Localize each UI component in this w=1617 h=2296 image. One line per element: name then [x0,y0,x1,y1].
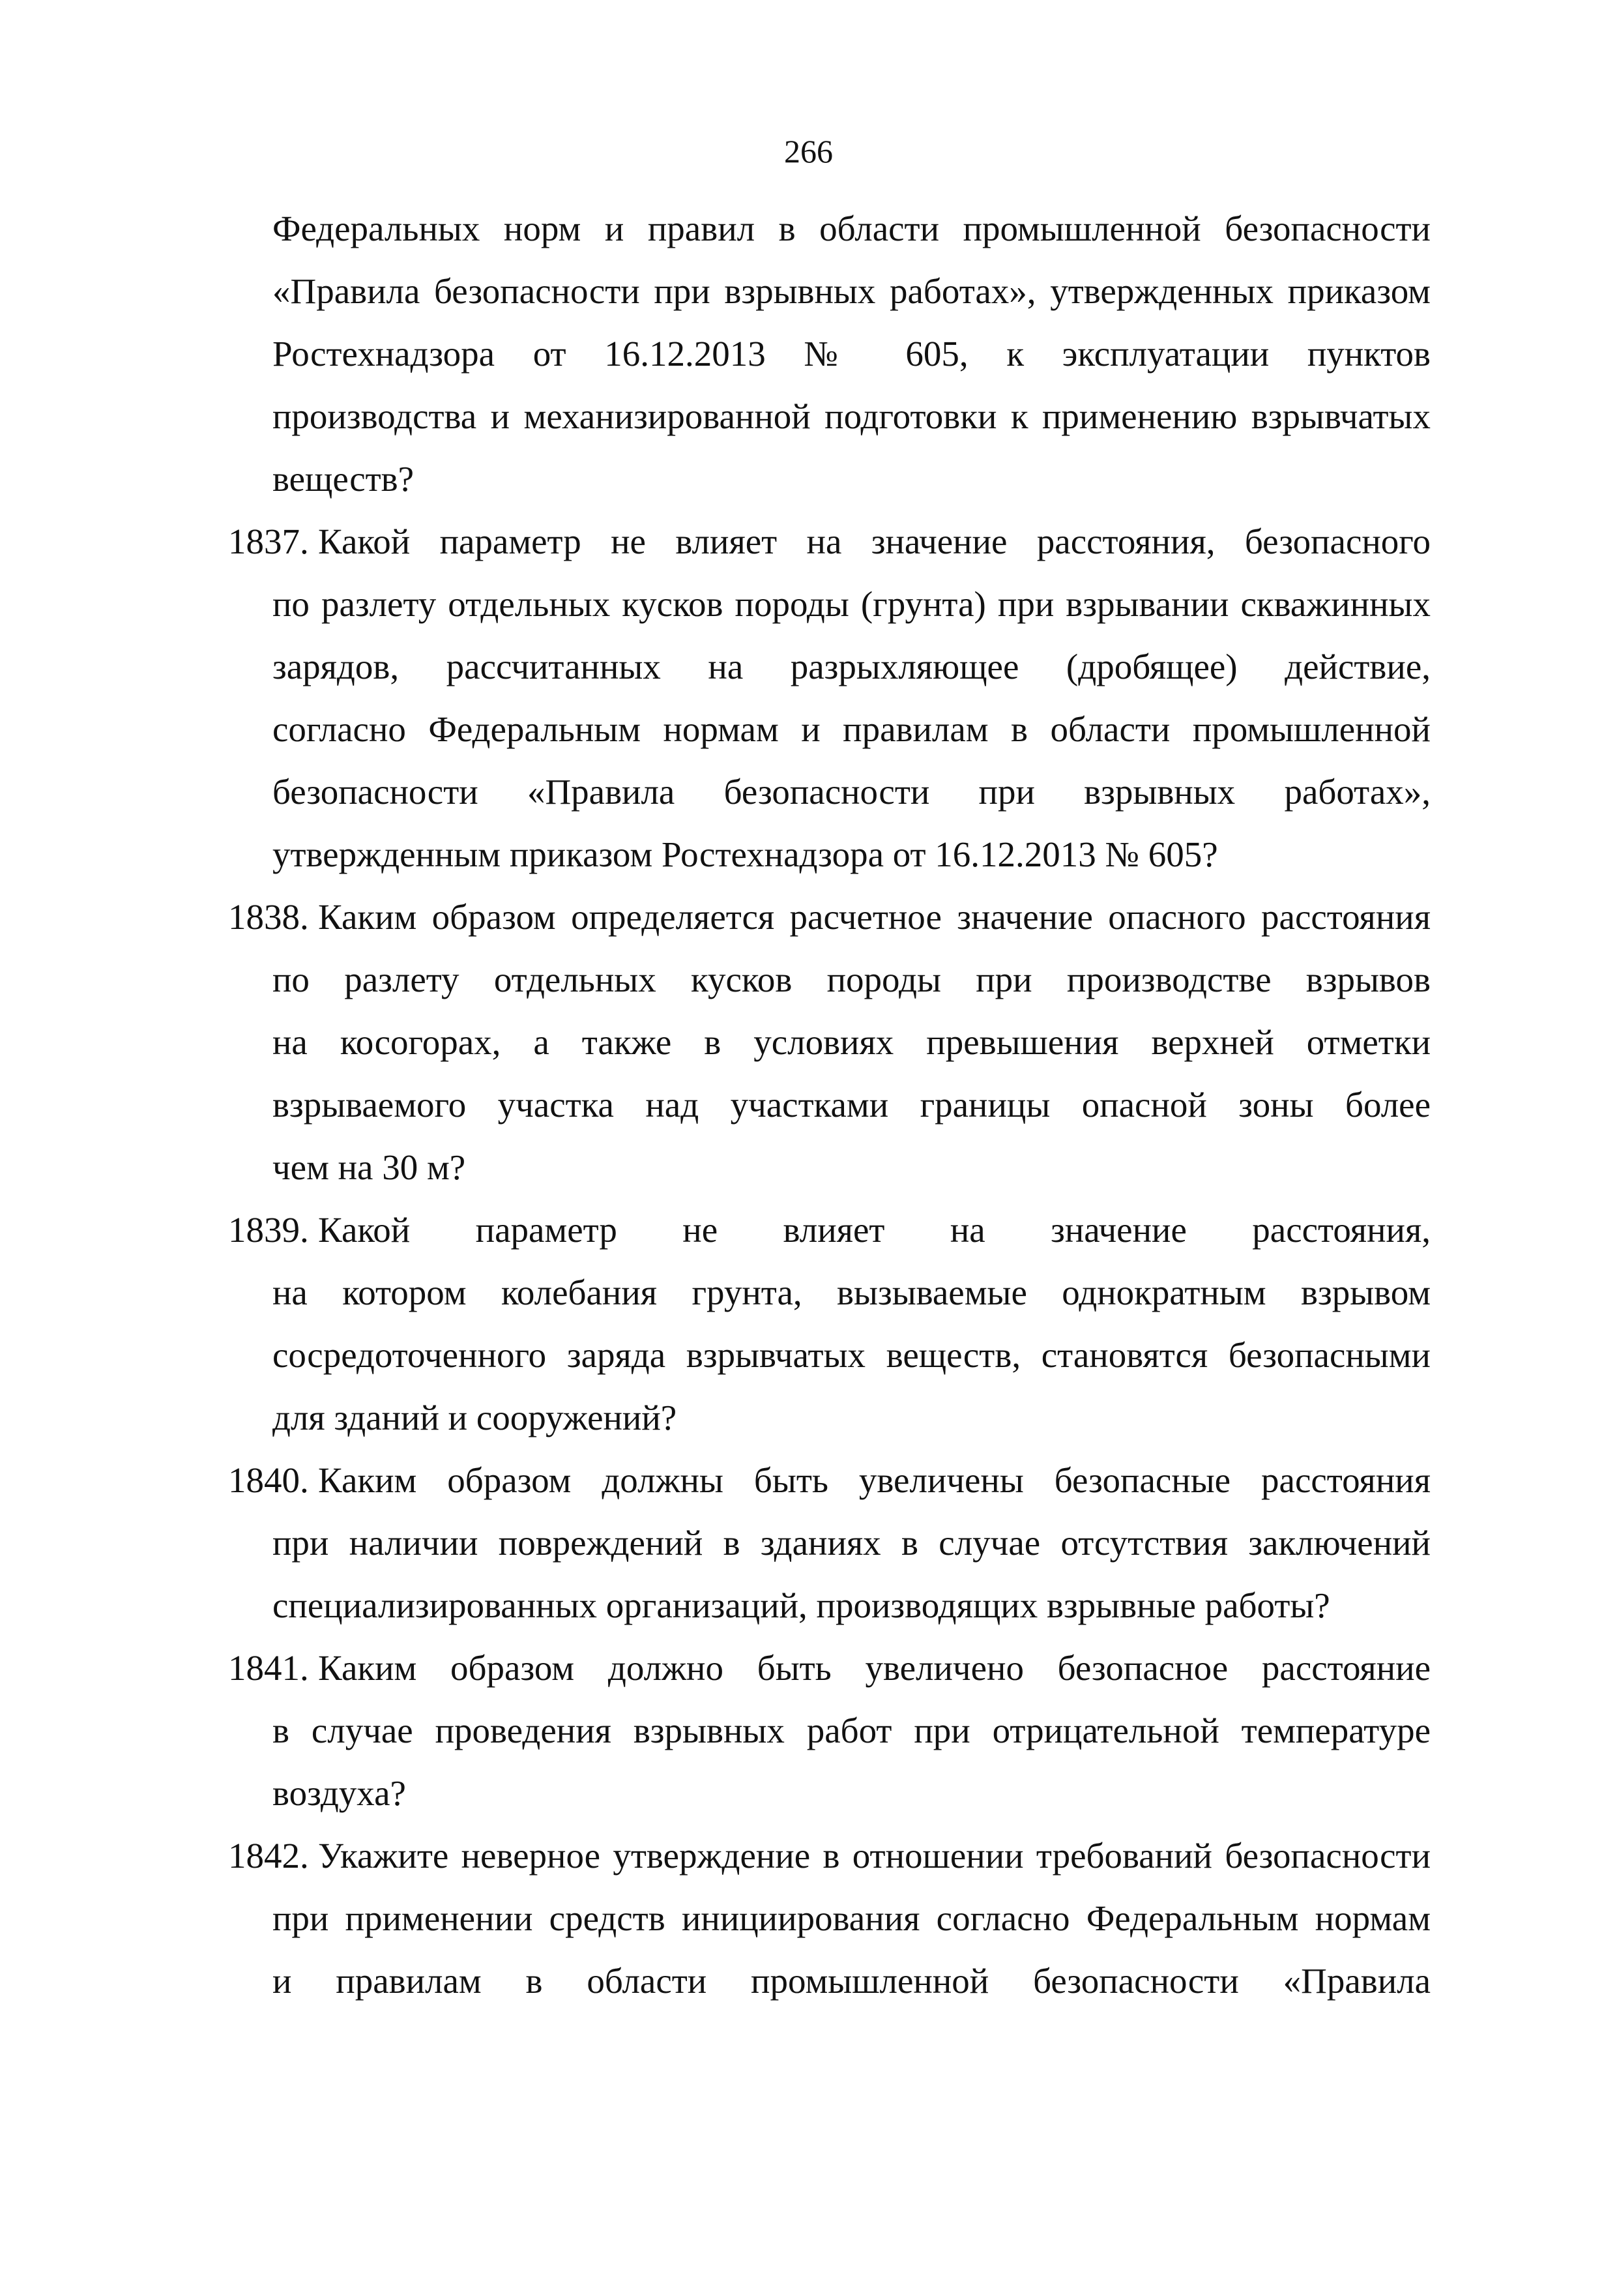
text-line: веществ? [272,459,415,499]
question-number: 1839. [228,1210,309,1250]
question-number: 1840. [228,1460,309,1500]
text-line: Федеральных норм и правил в области промышленной безопасности [272,209,1431,248]
text-line: для зданий и сооружений? [272,1398,677,1437]
text-line: специализированных организаций, производящих взрывные работы? [272,1585,1330,1625]
question-number: 1841. [228,1648,309,1688]
text-line: при применении средств инициирования согласно Федеральным нормам [272,1898,1431,1938]
text-line: зарядов, рассчитанных на разрыхляющее (дробящее) действие, [272,647,1431,686]
text-line: согласно Федеральным нормам и правилам в области промышленной [272,709,1431,749]
question-number: 1837. [228,522,309,561]
text-line: Каким образом определяется расчетное значение опасного расстояния [318,897,1431,937]
text-line: Какой параметр не влияет на значение расстояния, [318,1210,1431,1250]
text-line: Каким образом должны быть увеличены безопасные расстояния [318,1460,1431,1500]
text-line: воздуха? [272,1773,406,1813]
text-line: Какой параметр не влияет на значение расстояния, безопасного [318,522,1431,561]
text-line: на котором колебания грунта, вызываемые однократным взрывом [272,1273,1431,1312]
text-line: в случае проведения взрывных работ при отрицательной температуре [272,1711,1431,1750]
text-line: производства и механизированной подготовки к применению взрывчатых [272,396,1431,436]
text-line: сосредоточенного заряда взрывчатых веществ, становятся безопасными [272,1335,1431,1375]
text-line: «Правила безопасности при взрывных работах», утвержденных приказом [272,271,1431,311]
text-line: по разлету отдельных кусков породы (грунта) при взрывании скважинных [272,584,1431,624]
text-line: чем на 30 м? [272,1147,466,1187]
page-number: 266 [784,133,833,169]
text-line: взрываемого участка над участками границы опасной зоны более [272,1085,1431,1125]
text-line: Ростехнадзора от 16.12.2013 № 605, к эксплуатации пунктов [272,334,1431,374]
text-line: Каким образом должно быть увеличено безопасное расстояние [318,1648,1431,1688]
text-line: на косогорах, а также в условиях превышения верхней отметки [272,1022,1431,1062]
text-line: по разлету отдельных кусков породы при производстве взрывов [272,960,1431,999]
text-line: безопасности «Правила безопасности при взрывных работах», [272,772,1431,812]
question-number: 1842. [228,1836,309,1876]
question-number: 1838. [228,897,309,937]
text-line: Укажите неверное утверждение в отношении требований безопасности [318,1836,1431,1876]
text-line: и правилам в области промышленной безопасности «Правила [272,1961,1431,2001]
text-line: утвержденным приказом Ростехнадзора от 16.12.2013 № 605? [272,834,1218,874]
text-line: при наличии повреждений в зданиях в случае отсутствия заключений [272,1523,1431,1563]
